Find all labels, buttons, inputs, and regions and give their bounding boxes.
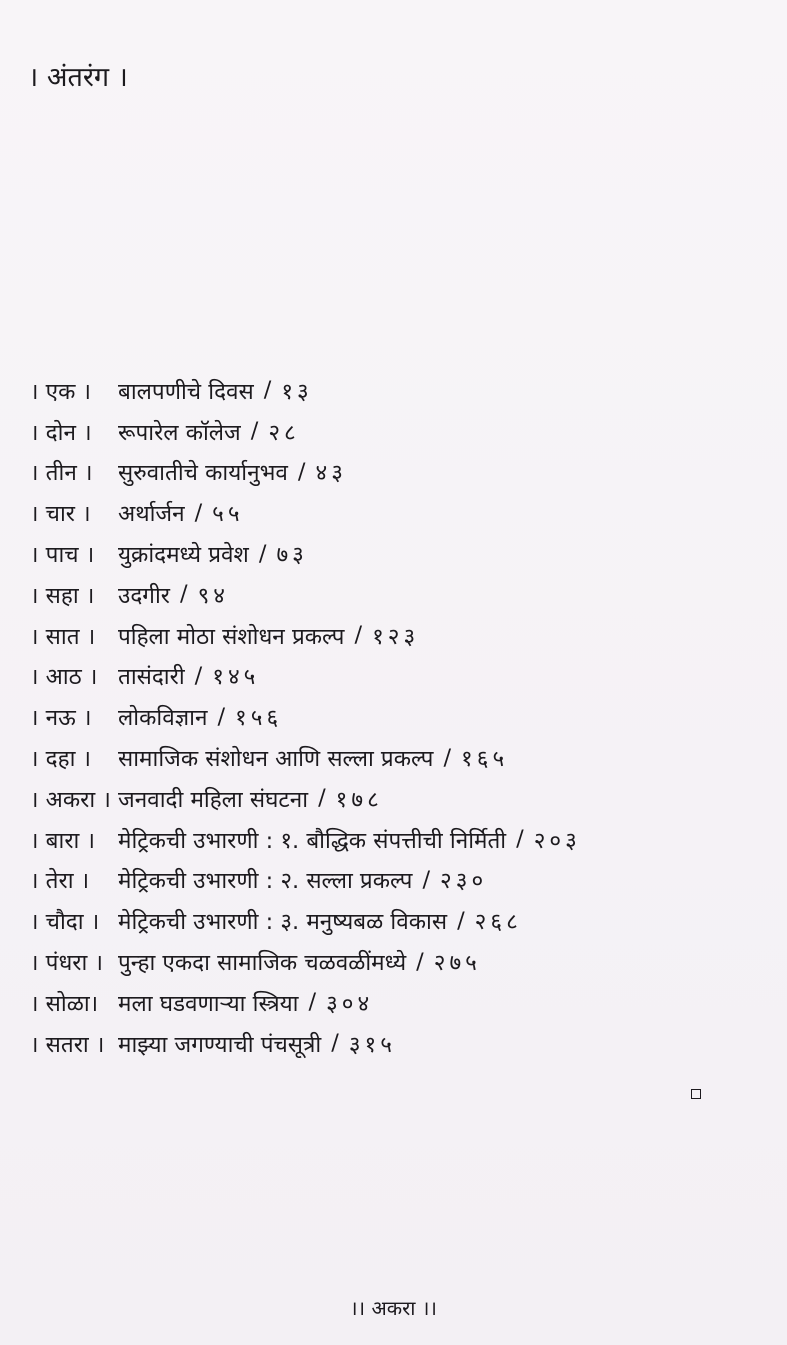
toc-entry — [30, 1023, 581, 1064]
table-of-contents — [30, 370, 581, 1064]
chapter-title: तासंदारी — [118, 664, 185, 691]
page-separator: / — [263, 377, 272, 404]
toc-entry — [30, 941, 581, 982]
page-separator: / — [297, 458, 306, 485]
chapter-number: । चार । — [30, 501, 91, 528]
page-separator: / — [354, 622, 363, 649]
toc-entry — [30, 574, 581, 615]
page-separator: / — [416, 948, 424, 975]
chapter-page-number: ४३ — [315, 460, 347, 487]
chapter-title: बालपणीचे दिवस — [118, 378, 254, 405]
toc-entry — [30, 819, 581, 860]
chapter-page-number: ३१५ — [348, 1031, 396, 1058]
toc-entry — [30, 656, 581, 697]
chapter-title: जनवादी महिला संघटना — [118, 786, 309, 813]
toc-entry — [30, 370, 581, 411]
page-separator: / — [443, 744, 452, 771]
chapter-page-number: ५५ — [212, 501, 244, 528]
chapter-page-number: ७३ — [276, 542, 308, 569]
chapter-number: । बारा । — [30, 827, 96, 854]
page-separator: / — [308, 989, 317, 1016]
toc-entry — [30, 982, 581, 1023]
chapter-title: सुरुवातीचे कार्यानुभव — [118, 460, 288, 487]
chapter-number: । दोन । — [30, 419, 92, 446]
chapter-number: । सोळा। — [30, 990, 99, 1017]
chapter-title: पुन्हा एकदा सामाजिक चळवळींमध्ये — [118, 950, 407, 977]
toc-entry — [30, 452, 581, 493]
chapter-title: रूपारेल कॉलेज — [118, 419, 241, 446]
page-separator: / — [258, 540, 267, 567]
chapter-title: उदगीर — [118, 582, 170, 609]
toc-entry — [30, 533, 581, 574]
chapter-number: । नऊ । — [30, 705, 92, 732]
chapter-number: । पाच । — [30, 542, 95, 569]
chapter-title: लोकविज्ञान — [118, 705, 208, 732]
chapter-title: मला घडवणाऱ्या स्त्रिया — [118, 990, 299, 1017]
chapter-number: । दहा । — [30, 746, 92, 773]
chapter-page-number: २३० — [440, 868, 488, 895]
toc-entry — [30, 696, 581, 737]
chapter-number: । सतरा । — [30, 1031, 105, 1058]
page-separator: / — [457, 907, 465, 934]
chapter-number: । अकरा । — [30, 786, 111, 813]
chapter-number: । तीन । — [30, 460, 93, 487]
chapter-number: । एक । — [30, 378, 92, 405]
page-separator: / — [217, 703, 226, 730]
chapter-page-number: ९४ — [197, 582, 229, 609]
page-folio: ।। अकरा ।। — [349, 1296, 438, 1320]
chapter-title: सामाजिक संशोधन आणि सल्ला प्रकल्प — [118, 746, 434, 773]
toc-entry — [30, 900, 581, 941]
page-separator: / — [422, 866, 431, 893]
chapter-page-number: २०३ — [533, 827, 581, 854]
chapter-number: । चौदा । — [30, 909, 100, 936]
chapter-page-number: २६८ — [474, 909, 522, 936]
toc-entry — [30, 411, 581, 452]
toc-entry — [30, 737, 581, 778]
chapter-number: । पंधरा । — [30, 950, 104, 977]
page-heading: । अंतरंग । — [28, 62, 128, 93]
chapter-title: मेट्रिकची उभारणी : ३. मनुष्यबळ विकास — [118, 909, 448, 936]
toc-entry — [30, 778, 581, 819]
toc-entry — [30, 492, 581, 533]
chapter-page-number: १२३ — [372, 623, 420, 650]
toc-entry — [30, 615, 581, 656]
chapter-number: । तेरा । — [30, 868, 90, 895]
chapter-number: । सात । — [30, 623, 96, 650]
chapter-page-number: १४५ — [212, 664, 260, 691]
chapter-title: माझ्या जगण्याची पंचसूत्री — [118, 1031, 322, 1058]
page-separator: / — [194, 499, 203, 526]
chapter-page-number: ३०४ — [326, 990, 374, 1017]
chapter-title: मेट्रिकची उभारणी : २. सल्ला प्रकल्प — [118, 868, 413, 895]
chapter-page-number: २७५ — [433, 950, 481, 977]
chapter-page-number: २८ — [268, 419, 300, 446]
chapter-number: । सहा । — [30, 582, 95, 609]
chapter-title: अर्थार्जन — [118, 501, 185, 528]
page-separator: / — [179, 581, 188, 608]
end-mark-square-icon — [691, 1089, 701, 1099]
toc-entry — [30, 860, 581, 901]
page-separator: / — [194, 662, 203, 689]
page-separator: / — [250, 418, 259, 445]
chapter-number: । आठ । — [30, 664, 98, 691]
page-separator: / — [331, 1030, 339, 1057]
chapter-page-number: १७८ — [335, 786, 383, 813]
chapter-title: पहिला मोठा संशोधन प्रकल्प — [118, 623, 345, 650]
chapter-page-number: १६५ — [461, 746, 509, 773]
page-separator: / — [516, 826, 524, 853]
chapter-title: मेट्रिकची उभारणी : १. बौद्धिक संपत्तीची निर्मिती — [118, 827, 507, 854]
chapter-title: युक्रांदमध्ये प्रवेश — [118, 542, 249, 569]
chapter-page-number: १३ — [281, 378, 313, 405]
chapter-page-number: १५६ — [235, 705, 283, 732]
page-separator: / — [318, 785, 326, 812]
